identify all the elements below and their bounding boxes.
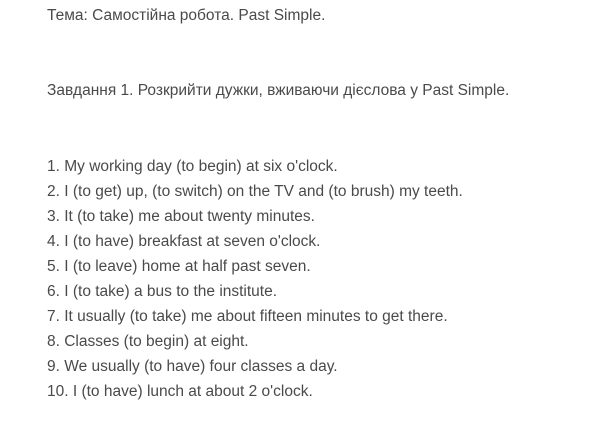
exercise-sentence: 2. I (to get) up, (to switch) on the TV and (to brush) my teeth. [47,183,463,200]
exercise-sentence: 6. I (to take) a bus to the institute. [47,283,278,300]
exercise-sentence: 5. I (to leave) home at half past seven. [47,258,311,275]
task-instruction: Завдання 1. Розкрийти дужки, вживаючи дієслова у Past Simple. [47,82,510,99]
exercise-sentence: 4. I (to have) breakfast at seven o'clock. [47,233,321,250]
exercise-sentence: 10. I (to have) lunch at about 2 o'clock. [47,383,313,400]
exercise-sentence: 7. It usually (to take) me about fifteen minutes to get there. [47,308,448,325]
exercise-list [47,154,463,404]
exercise-sentence: 9. We usually (to have) four classes a day. [47,358,338,375]
exercise-sentence: 3. It (to take) me about twenty minutes. [47,208,315,225]
topic-heading: Тема: Самостійна робота. Past Simple. [47,7,326,24]
exercise-sentence: 1. My working day (to begin) at six o'clock. [47,158,338,175]
exercise-sentence: 8. Classes (to begin) at eight. [47,333,249,350]
